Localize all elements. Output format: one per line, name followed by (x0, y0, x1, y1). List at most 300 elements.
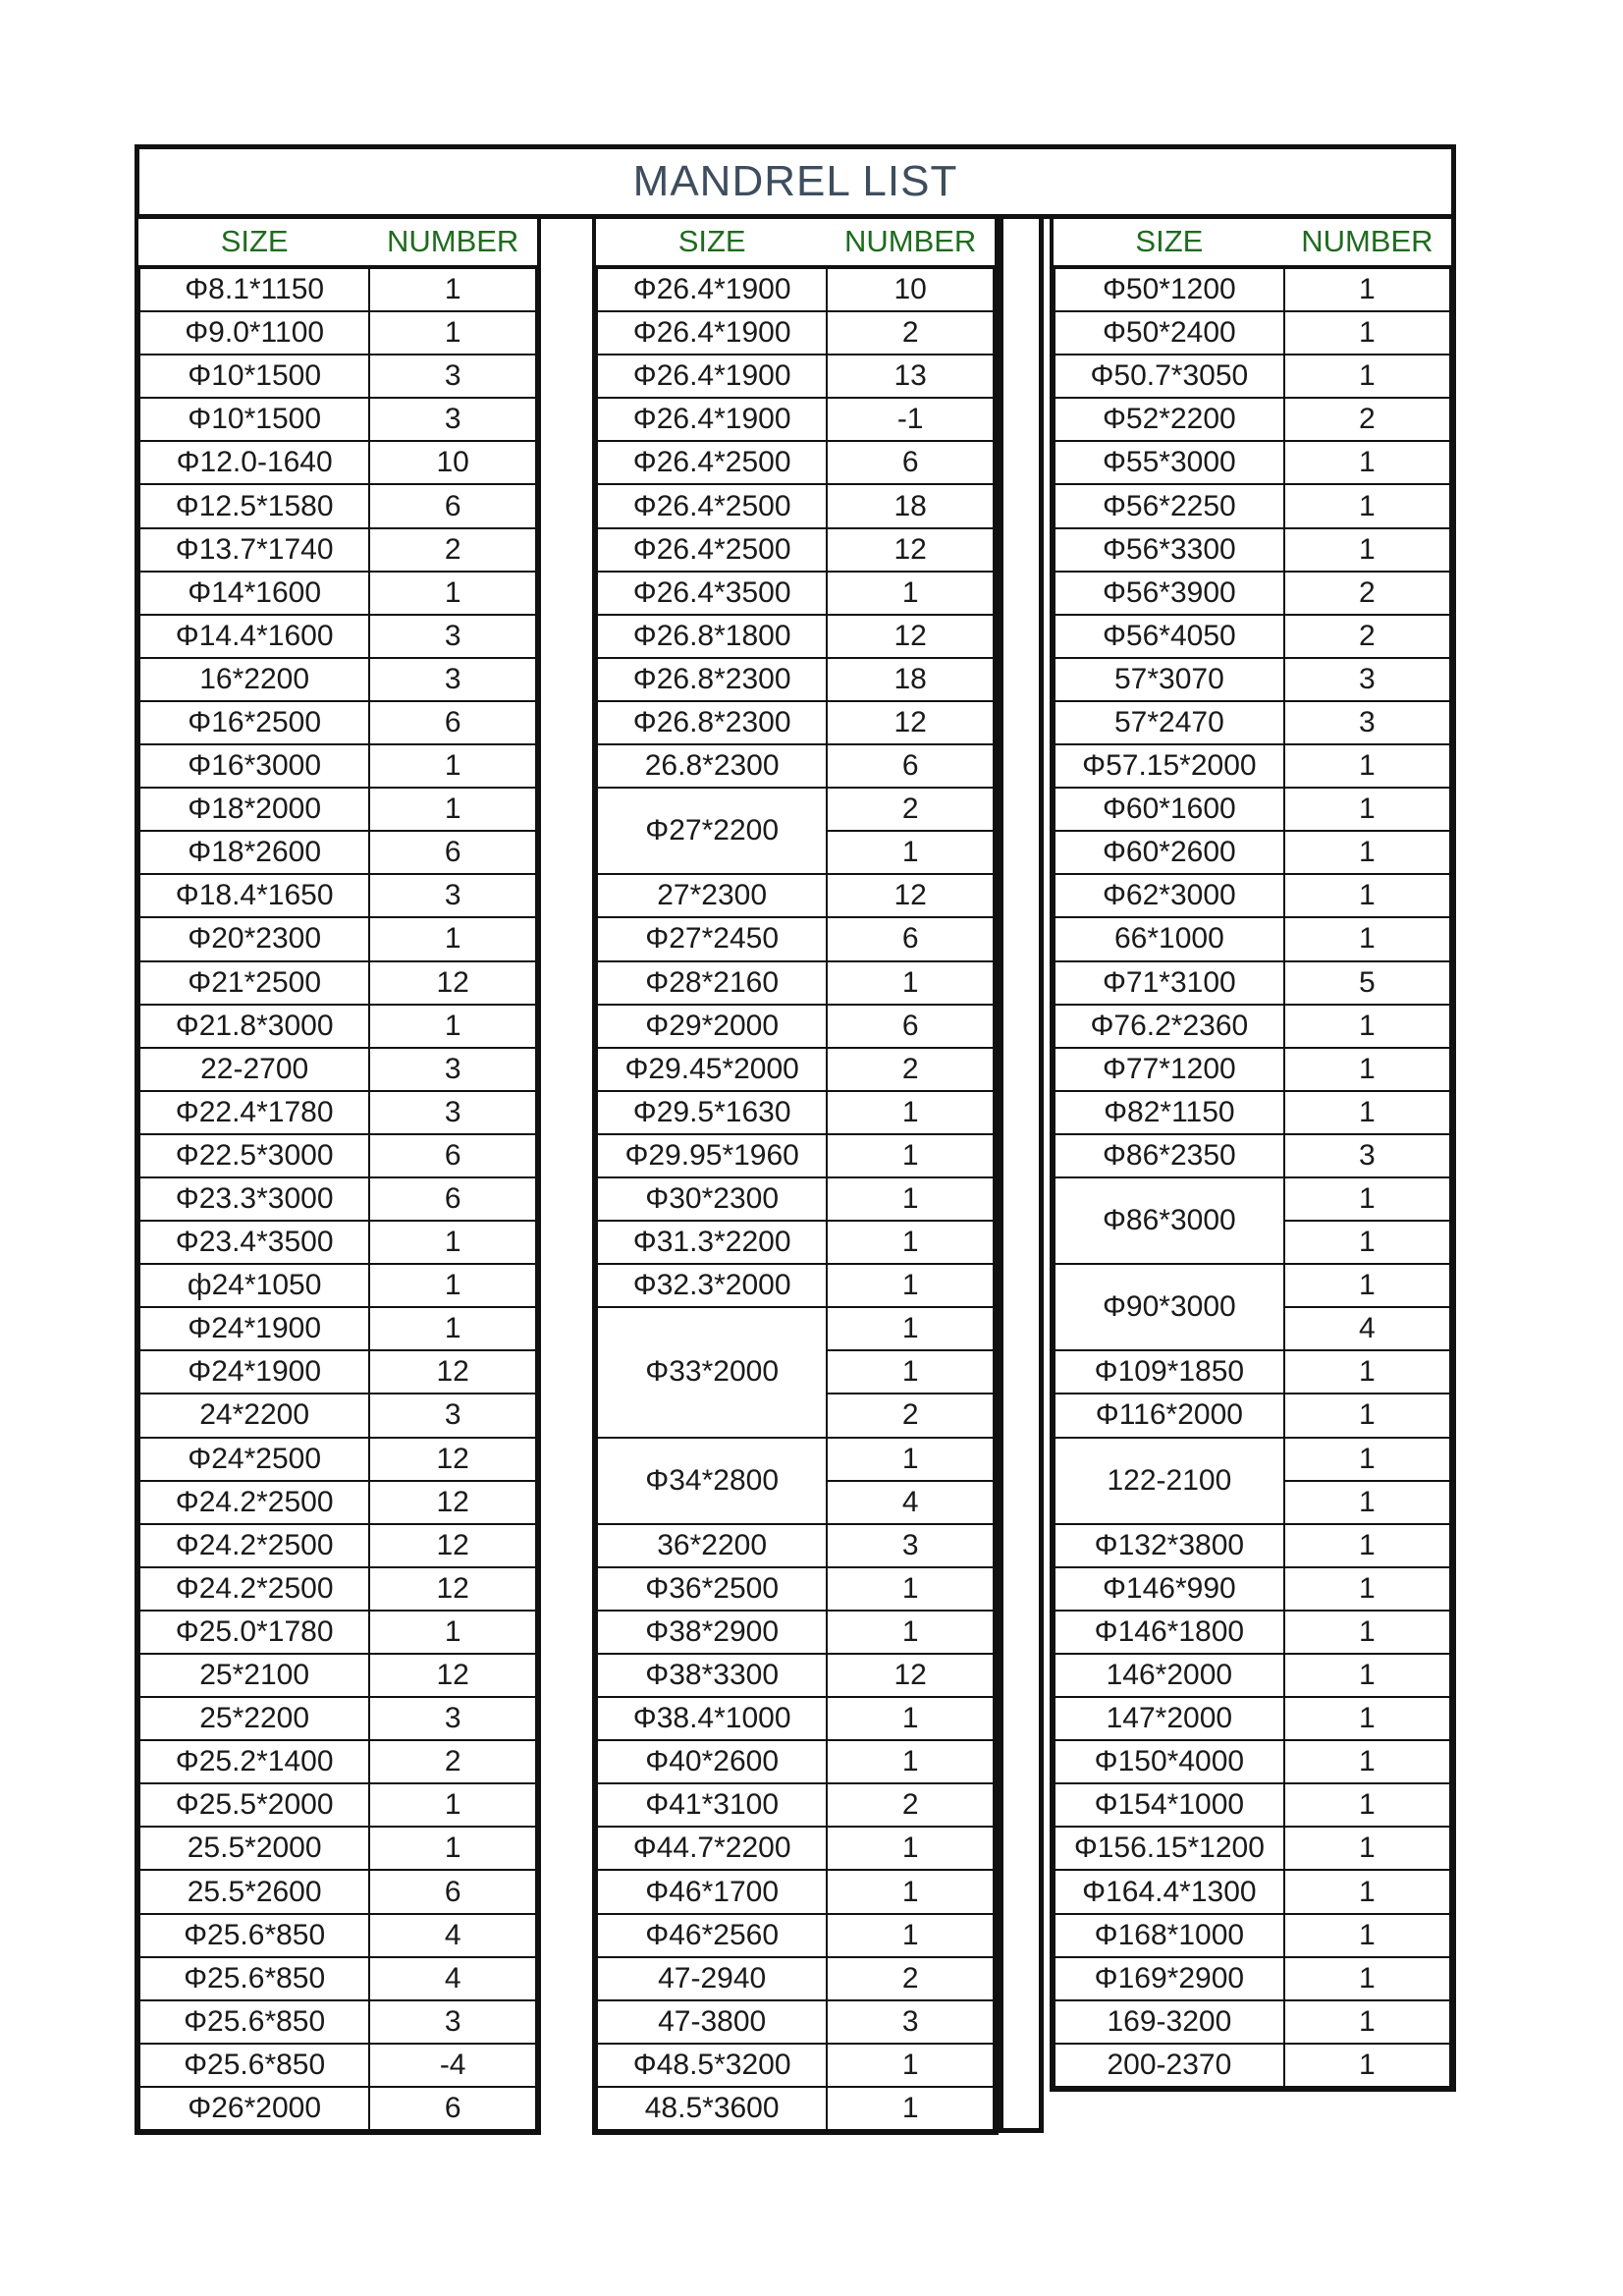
size-cell: Φ132*3800 (1055, 1524, 1284, 1567)
size-cell: Φ10*1500 (139, 355, 369, 398)
header-size: SIZE (139, 218, 369, 267)
table-row (1055, 1524, 1450, 1567)
table-row (597, 1524, 994, 1567)
number-cell: 2 (827, 311, 994, 355)
table-row (1055, 2000, 1450, 2044)
table-row (597, 961, 994, 1005)
table-row (597, 1134, 994, 1177)
table-row (1055, 701, 1450, 744)
size-cell: Φ25.6*850 (139, 1957, 369, 2000)
table-row (139, 398, 536, 441)
title-box (135, 144, 1456, 219)
mandrel-table (138, 218, 537, 2131)
size-cell: Φ12.5*1580 (139, 484, 369, 527)
number-cell: 1 (827, 1438, 994, 1481)
table-row (1055, 398, 1450, 441)
number-cell: 1 (827, 1264, 994, 1307)
number-cell: 1 (1284, 1783, 1450, 1827)
size-cell: 47-3800 (597, 2000, 827, 2044)
number-cell: 1 (1284, 441, 1450, 484)
number-cell: 13 (827, 355, 994, 398)
number-cell: 1 (369, 1264, 536, 1307)
table-row (597, 572, 994, 615)
number-cell: -1 (827, 398, 994, 441)
number-cell: 1 (1284, 311, 1450, 355)
table-row (597, 1005, 994, 1048)
table-row (1055, 1048, 1450, 1091)
number-cell: 3 (369, 874, 536, 917)
table-row (1055, 1091, 1450, 1134)
number-cell: 1 (827, 2044, 994, 2087)
size-cell: 57*3070 (1055, 658, 1284, 701)
number-cell: 3 (369, 398, 536, 441)
number-cell: 2 (369, 1740, 536, 1783)
size-cell: Φ50.7*3050 (1055, 355, 1284, 398)
size-cell: Φ168*1000 (1055, 1914, 1284, 1957)
number-cell: 6 (369, 1134, 536, 1177)
table-row (139, 1827, 536, 1870)
table-row (597, 311, 994, 355)
size-cell: ф24*1050 (139, 1264, 369, 1307)
number-cell: 1 (1284, 1697, 1450, 1740)
table-row (597, 2000, 994, 2044)
number-cell: 1 (1284, 1524, 1450, 1567)
size-cell: 25.5*2600 (139, 1870, 369, 1913)
size-cell: Φ44.7*2200 (597, 1827, 827, 1870)
table-row (1055, 267, 1450, 311)
number-cell: 1 (1284, 528, 1450, 572)
size-cell: Φ14.4*1600 (139, 615, 369, 658)
table-row (139, 1957, 536, 2000)
table-row (597, 1438, 994, 1481)
number-cell: 12 (827, 701, 994, 744)
size-cell: Φ56*2250 (1055, 484, 1284, 527)
size-cell: Φ154*1000 (1055, 1783, 1284, 1827)
size-cell: Φ16*3000 (139, 744, 369, 788)
mandrel-table-1 (135, 218, 541, 2135)
table-row (139, 744, 536, 788)
number-cell: 1 (1284, 1827, 1450, 1870)
header-number: NUMBER (827, 218, 994, 267)
table-row (1055, 1350, 1450, 1394)
table-row (139, 831, 536, 874)
mandrel-table (1054, 218, 1451, 2088)
number-cell: 1 (827, 572, 994, 615)
size-cell: Φ20*2300 (139, 917, 369, 960)
table-row (139, 1394, 536, 1437)
size-cell: Φ26.4*2500 (597, 484, 827, 527)
number-cell: 12 (369, 961, 536, 1005)
number-cell: 1 (1284, 1177, 1450, 1221)
number-cell: 1 (369, 311, 536, 355)
size-cell: Φ146*990 (1055, 1567, 1284, 1611)
table-row (139, 1438, 536, 1481)
number-cell: 1 (369, 1221, 536, 1264)
table-row (1055, 1177, 1450, 1221)
number-cell: 1 (1284, 1481, 1450, 1524)
table-row (139, 1264, 536, 1307)
size-cell: Φ29.95*1960 (597, 1134, 827, 1177)
number-cell: 1 (1284, 355, 1450, 398)
number-cell: 2 (827, 1957, 994, 2000)
table-row (597, 1654, 994, 1697)
table-row (1055, 744, 1450, 788)
size-cell: Φ25.2*1400 (139, 1740, 369, 1783)
size-cell: Φ29.45*2000 (597, 1048, 827, 1091)
size-cell: Φ38.4*1000 (597, 1697, 827, 1740)
table-row (597, 1048, 994, 1091)
size-cell: Φ86*2350 (1055, 1134, 1284, 1177)
number-cell: 1 (1284, 744, 1450, 788)
size-cell: Φ21*2500 (139, 961, 369, 1005)
table-row (1055, 1654, 1450, 1697)
size-cell: 200-2370 (1055, 2044, 1284, 2087)
number-cell: 3 (1284, 701, 1450, 744)
size-cell: Φ56*4050 (1055, 615, 1284, 658)
size-cell: Φ109*1850 (1055, 1350, 1284, 1394)
table-row (597, 701, 994, 744)
table-row (139, 658, 536, 701)
size-cell: Φ26.4*2500 (597, 528, 827, 572)
size-cell: 26.8*2300 (597, 744, 827, 788)
size-cell: Φ46*1700 (597, 1870, 827, 1913)
number-cell: 6 (369, 1177, 536, 1221)
size-cell: Φ156.15*1200 (1055, 1827, 1284, 1870)
table-row (139, 1177, 536, 1221)
size-cell: Φ24*1900 (139, 1350, 369, 1394)
table-row (139, 1654, 536, 1697)
number-cell: 1 (827, 1697, 994, 1740)
table-row (1055, 2044, 1450, 2087)
size-cell: Φ57.15*2000 (1055, 744, 1284, 788)
size-cell: 22-2700 (139, 1048, 369, 1091)
table-row (597, 484, 994, 527)
table-row (1055, 1697, 1450, 1740)
number-cell: 3 (827, 2000, 994, 2044)
size-cell: Φ26.8*1800 (597, 615, 827, 658)
header-number: NUMBER (369, 218, 536, 267)
size-cell: Φ24.2*2500 (139, 1567, 369, 1611)
table-row (1055, 441, 1450, 484)
table-row (597, 1264, 994, 1307)
size-cell: Φ22.4*1780 (139, 1091, 369, 1134)
size-cell: Φ77*1200 (1055, 1048, 1284, 1091)
table-row (597, 1177, 994, 1221)
table-row (139, 874, 536, 917)
size-cell: 25*2200 (139, 1697, 369, 1740)
size-cell: Φ55*3000 (1055, 441, 1284, 484)
number-cell: 1 (1284, 1394, 1450, 1437)
table-row (597, 398, 994, 441)
size-cell: Φ30*2300 (597, 1177, 827, 1221)
size-cell: Φ26.8*2300 (597, 658, 827, 701)
size-cell: Φ28*2160 (597, 961, 827, 1005)
number-cell: 1 (827, 1827, 994, 1870)
size-cell: Φ150*4000 (1055, 1740, 1284, 1783)
size-cell: Φ82*1150 (1055, 1091, 1284, 1134)
number-cell: 6 (369, 1870, 536, 1913)
table-row (139, 1221, 536, 1264)
number-cell: 6 (827, 441, 994, 484)
table-row (139, 1481, 536, 1524)
number-cell: 1 (827, 1870, 994, 1913)
size-cell: Φ22.5*3000 (139, 1134, 369, 1177)
size-cell: Φ60*1600 (1055, 788, 1284, 831)
number-cell: 12 (369, 1481, 536, 1524)
size-cell: 146*2000 (1055, 1654, 1284, 1697)
table-row (597, 744, 994, 788)
number-cell: 3 (369, 615, 536, 658)
number-cell: 2 (827, 788, 994, 831)
number-cell: 3 (369, 1394, 536, 1437)
table-row (1055, 484, 1450, 527)
size-cell: Φ8.1*1150 (139, 267, 369, 311)
number-cell: 1 (827, 1611, 994, 1654)
number-cell: 3 (369, 1697, 536, 1740)
table-row (139, 788, 536, 831)
header-number: NUMBER (1284, 218, 1450, 267)
size-cell: Φ27*2450 (597, 917, 827, 960)
table-row (597, 788, 994, 831)
number-cell: 1 (1284, 1350, 1450, 1394)
number-cell: 1 (1284, 2000, 1450, 2044)
size-cell: Φ26.4*1900 (597, 355, 827, 398)
number-cell: 2 (827, 1783, 994, 1827)
table-row (1055, 1740, 1450, 1783)
table-row (597, 1783, 994, 1827)
number-cell: 12 (369, 1654, 536, 1697)
number-cell: 1 (827, 1567, 994, 1611)
table-row (1055, 1438, 1450, 1481)
number-cell: 6 (369, 701, 536, 744)
number-cell: 1 (827, 1914, 994, 1957)
number-cell: 1 (1284, 874, 1450, 917)
table-row (597, 1307, 994, 1350)
size-cell: Φ26.4*2500 (597, 441, 827, 484)
table-row (139, 2044, 536, 2087)
table-row (597, 1827, 994, 1870)
size-cell: 36*2200 (597, 1524, 827, 1567)
table-row (139, 1783, 536, 1827)
number-cell: 1 (1284, 1048, 1450, 1091)
number-cell: 6 (827, 917, 994, 960)
table-row (597, 2087, 994, 2130)
number-cell: 1 (1284, 1740, 1450, 1783)
size-cell: Φ56*3900 (1055, 572, 1284, 615)
size-cell: Φ48.5*3200 (597, 2044, 827, 2087)
header-size: SIZE (597, 218, 827, 267)
table-row (139, 2087, 536, 2130)
number-cell: 2 (1284, 572, 1450, 615)
table-row (597, 1697, 994, 1740)
table-row (139, 1005, 536, 1048)
size-cell: Φ46*2560 (597, 1914, 827, 1957)
table-row (1055, 355, 1450, 398)
size-cell: Φ31.3*2200 (597, 1221, 827, 1264)
size-cell: Φ60*2600 (1055, 831, 1284, 874)
number-cell: 1 (827, 1134, 994, 1177)
number-cell: 1 (1284, 831, 1450, 874)
size-cell: 66*1000 (1055, 917, 1284, 960)
size-cell: Φ25.6*850 (139, 2000, 369, 2044)
size-cell: 25.5*2000 (139, 1827, 369, 1870)
size-cell: Φ169*2900 (1055, 1957, 1284, 2000)
size-cell: Φ40*2600 (597, 1740, 827, 1783)
size-cell: Φ29.5*1630 (597, 1091, 827, 1134)
number-cell: 1 (1284, 2044, 1450, 2087)
number-cell: 2 (1284, 615, 1450, 658)
size-cell: Φ16*2500 (139, 701, 369, 744)
size-cell: 27*2300 (597, 874, 827, 917)
table-row (1055, 874, 1450, 917)
table-row (597, 1914, 994, 1957)
size-cell: Φ41*3100 (597, 1783, 827, 1827)
size-cell: Φ14*1600 (139, 572, 369, 615)
size-cell: 122-2100 (1055, 1438, 1284, 1524)
number-cell: 4 (369, 1957, 536, 2000)
size-cell: Φ12.0-1640 (139, 441, 369, 484)
number-cell: 2 (1284, 398, 1450, 441)
table-row (1055, 1567, 1450, 1611)
number-cell: 1 (1284, 484, 1450, 527)
table-row (597, 1221, 994, 1264)
table-row (597, 2044, 994, 2087)
number-cell: 1 (1284, 788, 1450, 831)
table-row (139, 615, 536, 658)
table-row (597, 441, 994, 484)
table-row (1055, 658, 1450, 701)
number-cell: 1 (369, 1005, 536, 1048)
number-cell: 4 (369, 1914, 536, 1957)
number-cell: 1 (827, 1177, 994, 1221)
number-cell: 1 (1284, 1870, 1450, 1913)
column-separator (999, 218, 1044, 2133)
size-cell: Φ52*2200 (1055, 398, 1284, 441)
number-cell: 1 (1284, 1611, 1450, 1654)
table-row (597, 528, 994, 572)
table-row (1055, 1870, 1450, 1913)
number-cell: 1 (827, 961, 994, 1005)
table-row (1055, 1827, 1450, 1870)
size-cell: Φ38*2900 (597, 1611, 827, 1654)
header-size: SIZE (1055, 218, 1284, 267)
number-cell: 3 (1284, 658, 1450, 701)
number-cell: 2 (369, 528, 536, 572)
table-row (139, 1611, 536, 1654)
size-cell: Φ62*3000 (1055, 874, 1284, 917)
number-cell: 1 (827, 1740, 994, 1783)
size-cell: Φ18.4*1650 (139, 874, 369, 917)
size-cell: 48.5*3600 (597, 2087, 827, 2130)
number-cell: 1 (1284, 1654, 1450, 1697)
number-cell: 1 (369, 1827, 536, 1870)
number-cell: 1 (1284, 1438, 1450, 1481)
table-row (1055, 1611, 1450, 1654)
table-row (139, 917, 536, 960)
number-cell: 12 (827, 615, 994, 658)
number-cell: 1 (1284, 1091, 1450, 1134)
page-title: MANDREL LIST (632, 157, 958, 205)
number-cell: 1 (827, 831, 994, 874)
table-row (139, 1567, 536, 1611)
size-cell: Φ29*2000 (597, 1005, 827, 1048)
table-row (1055, 615, 1450, 658)
number-cell: 4 (1284, 1307, 1450, 1350)
number-cell: 4 (827, 1481, 994, 1524)
number-cell: 1 (827, 1091, 994, 1134)
table-row (597, 1611, 994, 1654)
size-cell: Φ71*3100 (1055, 961, 1284, 1005)
number-cell: 12 (827, 1654, 994, 1697)
table-row (597, 658, 994, 701)
number-cell: 1 (1284, 1567, 1450, 1611)
size-cell: 24*2200 (139, 1394, 369, 1437)
size-cell: Φ13.7*1740 (139, 528, 369, 572)
number-cell: 1 (369, 1307, 536, 1350)
size-cell: Φ32.3*2000 (597, 1264, 827, 1307)
table-row (597, 1870, 994, 1913)
number-cell: 12 (369, 1567, 536, 1611)
table-row (1055, 1914, 1450, 1957)
size-cell: Φ24.2*2500 (139, 1481, 369, 1524)
table-row (139, 1048, 536, 1091)
table-row (139, 1697, 536, 1740)
number-cell: 12 (369, 1524, 536, 1567)
number-cell: 1 (369, 1783, 536, 1827)
table-row (597, 355, 994, 398)
size-cell: Φ146*1800 (1055, 1611, 1284, 1654)
table-row (597, 1740, 994, 1783)
number-cell: 1 (1284, 1264, 1450, 1307)
number-cell: 10 (369, 441, 536, 484)
size-cell: Φ26.4*1900 (597, 267, 827, 311)
number-cell: 1 (1284, 1957, 1450, 2000)
number-cell: 3 (369, 1091, 536, 1134)
size-cell: Φ24*2500 (139, 1438, 369, 1481)
table-row (139, 355, 536, 398)
number-cell: 1 (369, 267, 536, 311)
size-cell: Φ90*3000 (1055, 1264, 1284, 1350)
size-cell: Φ50*1200 (1055, 267, 1284, 311)
size-cell: Φ76.2*2360 (1055, 1005, 1284, 1048)
mandrel-table-3 (1050, 218, 1456, 2092)
number-cell: 6 (827, 744, 994, 788)
mandrel-table-2 (592, 218, 999, 2135)
table-row (139, 267, 536, 311)
table-row (1055, 1134, 1450, 1177)
table-row (1055, 917, 1450, 960)
size-cell: Φ38*3300 (597, 1654, 827, 1697)
size-cell: Φ25.5*2000 (139, 1783, 369, 1827)
number-cell: 1 (369, 1611, 536, 1654)
size-cell: Φ25.6*850 (139, 2044, 369, 2087)
number-cell: 1 (1284, 267, 1450, 311)
number-cell: 3 (369, 658, 536, 701)
size-cell: Φ26.4*1900 (597, 398, 827, 441)
table-row (139, 311, 536, 355)
table-row (139, 1524, 536, 1567)
table-row (1055, 1957, 1450, 2000)
table-row (139, 1091, 536, 1134)
table-row (1055, 1264, 1450, 1307)
table-row (139, 1307, 536, 1350)
table-row (1055, 528, 1450, 572)
size-cell: 147*2000 (1055, 1697, 1284, 1740)
size-cell: Φ56*3300 (1055, 528, 1284, 572)
table-row (139, 1134, 536, 1177)
size-cell: Φ26.4*3500 (597, 572, 827, 615)
size-cell: 57*2470 (1055, 701, 1284, 744)
